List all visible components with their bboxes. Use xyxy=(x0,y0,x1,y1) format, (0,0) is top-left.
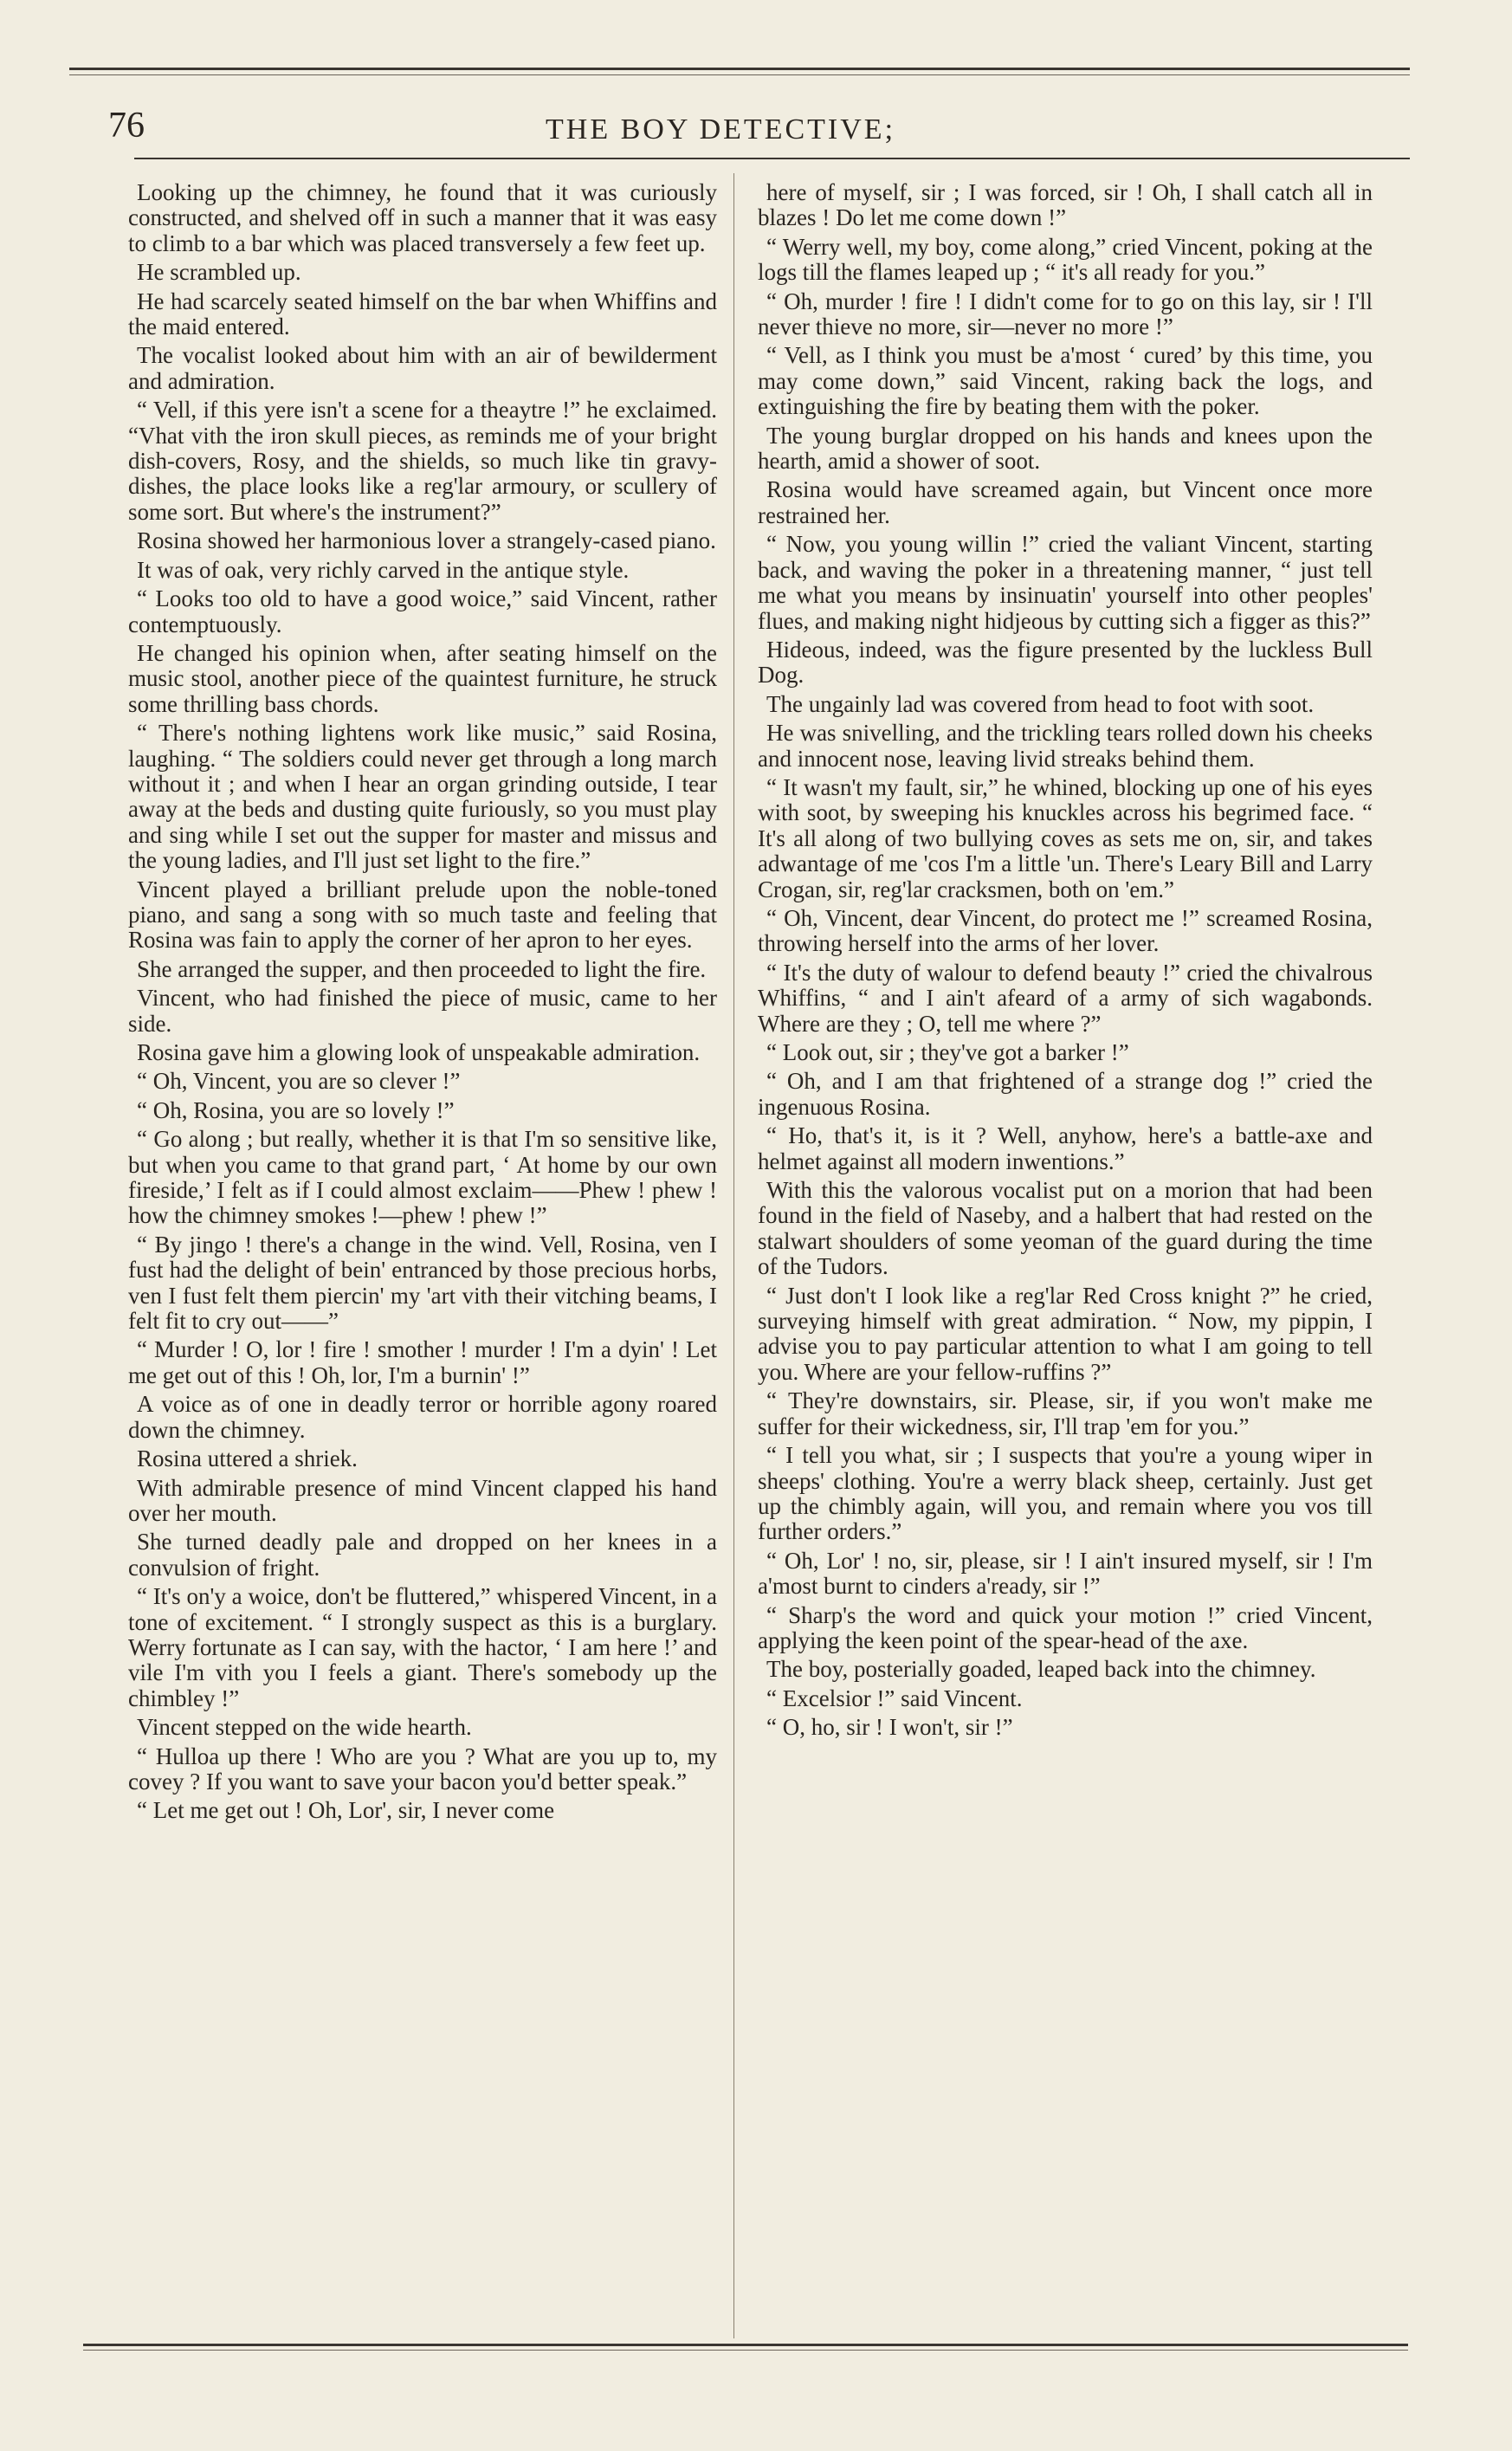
paragraph: “ They're downstairs, sir. Please, sir, if you won't make me suffer for their wickedness, sir, I'll trap 'em for you.” xyxy=(758,1387,1373,1439)
paragraph: “ By jingo ! there's a change in the wind. Vell, Rosina, ven I fust had the delight of bein' entranced by those precious horbs, ven I fust felt them piercin' my 'art vith their vitching beams, I felt fit to cry out——” xyxy=(128,1231,717,1335)
paragraph: With this the valorous vocalist put on a morion that had been found in the field of Naseby, and a halbert that had rested on the stalwart shoulders of some yeoman of the guard during the time of the Tudors. xyxy=(758,1177,1373,1280)
paragraph: He changed his opinion when, after seating himself on the music stool, another piece of the quaintest furniture, he struck some thrilling bass chords. xyxy=(128,639,717,717)
paragraph: “ Let me get out ! Oh, Lor', sir, I never come xyxy=(137,1797,555,1824)
paragraph: “ Sharp's the word and quick your motion !” cried Vincent, applying the keen point of the spear-head of the axe. xyxy=(758,1601,1373,1653)
paragraph: “ Oh, murder ! fire ! I didn't come for to go on this lay, sir ! I'll never thieve no more, sir—never no more !” xyxy=(758,288,1373,340)
paragraph: The ungainly lad was covered from head to foot with soot. xyxy=(766,690,1315,717)
paragraph: It was of oak, very richly carved in the antique style. xyxy=(137,556,630,583)
paragraph: “ Oh, Vincent, dear Vincent, do protect me !” screamed Rosina, throwing herself into the arms of her lover. xyxy=(758,904,1373,957)
page-number: 76 xyxy=(108,106,145,146)
paragraph: “ Look out, sir ; they've got a barker !” xyxy=(766,1039,1129,1065)
paragraph: “ Oh, Lor' ! no, sir, please, sir ! I ain't insured myself, sir ! I'm a'most burnt to cinders a'ready, sir !” xyxy=(758,1547,1373,1600)
paragraph: “ It's on'y a woice, don't be fluttered,” whispered Vincent, in a tone of excitement. “ I strongly suspect as this is a burglary. Werry fortunate as I can say, with the hactor, ‘ I am here !’ and vile I'm vith you I feels a giant. There's somebody up the chimbley !” xyxy=(128,1583,717,1711)
paragraph: With admirable presence of mind Vincent clapped his hand over her mouth. xyxy=(128,1474,717,1526)
paragraph: The vocalist looked about him with an air of bewilderment and admiration. xyxy=(128,342,717,394)
paragraph: here of myself, sir ; I was forced, sir ! Oh, I shall catch all in blazes ! Do let me come down !” xyxy=(758,179,1373,231)
paragraph: “ Looks too old to have a good woice,” said Vincent, rather contemptuously. xyxy=(128,585,717,637)
bottom-rule-thin xyxy=(83,2350,1408,2351)
running-title: THE BOY DETECTIVE; xyxy=(546,113,896,146)
top-rule xyxy=(69,68,1410,70)
paragraph: Vincent, who had finished the piece of music, came to her side. xyxy=(128,985,717,1037)
paragraph: “ It's the duty of walour to defend beauty !” cried the chivalrous Whiffins, “ and I ain't afeard of a army of sich wagabonds. Where are they ; O, tell me where ?” xyxy=(758,959,1373,1037)
paragraph: The boy, posterially goaded, leaped back into the chimney. xyxy=(766,1656,1316,1683)
paragraph: “ Just don't I look like a reg'lar Red Cross knight ?” he cried, surveying himself with great admiration. “ Now, my pippin, I advise you to pay particular attention to what I am going to tell you. Where are your fellow-ruffins ?” xyxy=(758,1282,1373,1385)
right-column xyxy=(758,180,1373,1744)
paragraph: Rosina uttered a shriek. xyxy=(137,1445,358,1472)
bottom-rule xyxy=(83,2344,1408,2346)
paragraph: He had scarcely seated himself on the bar when Whiffins and the maid entered. xyxy=(128,288,717,340)
paragraph: “ It wasn't my fault, sir,” he whined, blocking up one of his eyes with soot, by sweeping his knuckles across his begrimed face. “ It's all along of two bullying coves as sets me on, sir, and takes adwantage of me 'cos I'm a little 'un. There's Leary Bill and Larry Crogan, sir, reg'lar cracksmen, both on 'em.” xyxy=(758,773,1373,902)
paragraph: She turned deadly pale and dropped on her knees in a convulsion of fright. xyxy=(128,1529,717,1581)
paragraph: The young burglar dropped on his hands and knees upon the hearth, amid a shower of soot. xyxy=(758,422,1373,475)
paragraph: Vincent played a brilliant prelude upon the noble-toned piano, and sang a song with so much taste and feeling that Rosina was fain to apply the corner of her apron to her eyes. xyxy=(128,876,717,954)
header-rule xyxy=(134,158,1410,159)
paragraph: “ Now, you young willin !” cried the valiant Vincent, starting back, and waving the poker in a threatening manner, “ just tell me what you means by insinuatin' yourself into other peoples' flues, and making night hidjeous by cutting sich a figger as this?” xyxy=(758,531,1373,634)
paragraph: “ I tell you what, sir ; I suspects that you're a young wiper in sheeps' clothing. You're a werry black sheep, certainly. Just get up the chimbly again, will you, and remain where you vos till further orders.” xyxy=(758,1442,1373,1545)
paragraph: Rosina showed her harmonious lover a strangely-cased piano. xyxy=(137,527,716,554)
paragraph: Hideous, indeed, was the figure presented by the luckless Bull Dog. xyxy=(758,636,1373,689)
paragraph: He scrambled up. xyxy=(137,259,301,286)
paragraph: A voice as of one in deadly terror or horrible agony roared down the chimney. xyxy=(128,1391,717,1443)
paragraph: He was snivelling, and the trickling tears rolled down his cheeks and innocent nose, leaving livid streaks behind them. xyxy=(758,720,1373,772)
paragraph: She arranged the supper, and then proceeded to light the fire. xyxy=(137,955,707,982)
paragraph: “ There's nothing lightens work like music,” said Rosina, laughing. “ The soldiers could never get through a long march without it ; and when I hear an organ grinding outside, I tear away at the beds and dusting quite furiously, so you must play and sing while I set out the supper for master and missus and the young ladies, and I'll just set light to the fire.” xyxy=(128,720,717,874)
paragraph: Rosina would have screamed again, but Vincent once more restrained her. xyxy=(758,476,1373,528)
column-divider xyxy=(733,173,734,2338)
paragraph: “ Vell, if this yere isn't a scene for a theaytre !” he exclaimed. “Vhat vith the iron skull pieces, as reminds me of your bright dish-covers, Rosy, and the shields, so much like tin gravy-dishes, the place looks like a reg'lar armoury, or scullery of some sort. But where's the instrument?” xyxy=(128,397,717,525)
paragraph: Vincent stepped on the wide hearth. xyxy=(137,1714,472,1741)
paragraph: “ Oh, Vincent, you are so clever !” xyxy=(137,1068,461,1095)
paragraph: “ Oh, Rosina, you are so lovely !” xyxy=(137,1096,455,1123)
paragraph: “ O, ho, sir ! I won't, sir !” xyxy=(766,1714,1013,1741)
paragraph: “ Murder ! O, lor ! fire ! smother ! murder ! I'm a dyin' ! Let me get out of this ! Oh, lor, I'm a burnin' !” xyxy=(128,1336,717,1388)
paragraph: “ Vell, as I think you must be a'most ‘ cured’ by this time, you may come down,” said Vincent, raking back the logs, and extinguishing the fire by beating them with the poker. xyxy=(758,342,1373,420)
paragraph: “ Werry well, my boy, come along,” cried Vincent, poking at the logs till the flames leaped up ; “ it's all ready for you.” xyxy=(758,233,1373,286)
paragraph: “ Hulloa up there ! Who are you ? What are you up to, my covey ? If you want to save your bacon you'd better speak.” xyxy=(128,1743,717,1795)
paragraph: “ Oh, and I am that frightened of a strange dog !” cried the ingenuous Rosina. xyxy=(758,1068,1373,1120)
paragraph: “ Excelsior !” said Vincent. xyxy=(766,1685,1023,1711)
paragraph: Looking up the chimney, he found that it was curiously constructed, and shelved off in such a manner that it was easy to climb to a bar which was placed transversely a few feet up. xyxy=(128,179,717,256)
paragraph: “ Ho, that's it, is it ? Well, anyhow, here's a battle-axe and helmet against all modern inwentions.” xyxy=(758,1122,1373,1174)
paragraph: Rosina gave him a glowing look of unspeakable admiration. xyxy=(137,1039,701,1065)
left-column xyxy=(128,180,717,1827)
top-rule-thin xyxy=(69,74,1410,75)
paragraph: “ Go along ; but really, whether it is that I'm so sensitive like, but when you came to that grand part, ‘ At home by our own fireside,’ I felt as if I could almost exclaim——Phew ! phew ! how the chimney smokes !—phew ! phew !” xyxy=(128,1126,717,1229)
